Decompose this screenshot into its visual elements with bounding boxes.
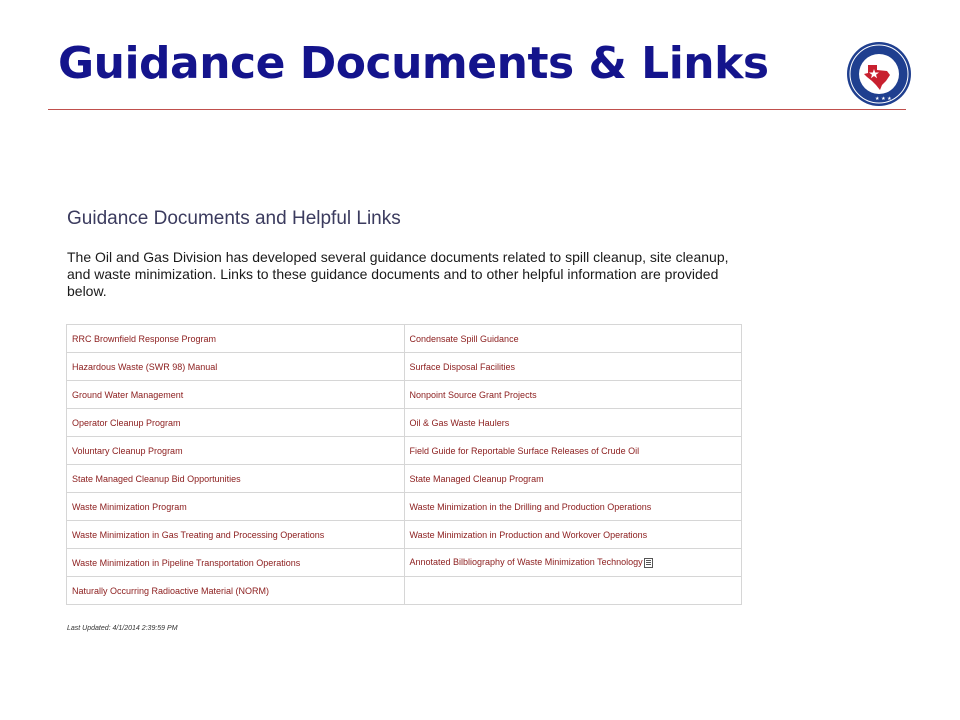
link-text[interactable]: Annotated Bilbliography of Waste Minimization Technology — [409, 557, 643, 568]
slide-title: Guidance Documents & Links — [58, 38, 769, 89]
link-cell[interactable] — [67, 381, 405, 409]
link-text[interactable]: Waste Minimization in Production and Workover Operations — [409, 529, 648, 540]
link-text[interactable]: Surface Disposal Facilities — [409, 361, 516, 372]
link-cell[interactable] — [404, 325, 742, 353]
table-row — [67, 437, 742, 465]
table-row — [67, 577, 742, 605]
link-text[interactable]: Waste Minimization in Pipeline Transportation Operations — [72, 557, 301, 568]
link-text[interactable]: Naturally Occurring Radioactive Material (NORM) — [72, 585, 270, 596]
intro-paragraph: The Oil and Gas Division has developed several guidance documents related to spill cleanup, site cleanup, and waste minimization. Links to these guidance documents and to other helpful information are provided below. — [67, 249, 729, 299]
link-cell[interactable] — [67, 353, 405, 381]
link-cell[interactable] — [404, 409, 742, 437]
last-updated: Last Updated: 4/1/2014 2:39:59 PM — [67, 625, 178, 632]
link-text[interactable]: State Managed Cleanup Program — [409, 473, 544, 484]
table-row — [67, 493, 742, 521]
table-row — [67, 465, 742, 493]
link-text[interactable]: Nonpoint Source Grant Projects — [409, 389, 537, 400]
link-cell[interactable] — [67, 549, 405, 577]
link-text[interactable]: Waste Minimization in the Drilling and Production Operations — [409, 501, 652, 512]
link-cell[interactable] — [404, 465, 742, 493]
section-heading: Guidance Documents and Helpful Links — [67, 208, 401, 229]
link-cell[interactable] — [67, 521, 405, 549]
link-text[interactable]: RRC Brownfield Response Program — [72, 333, 217, 344]
link-cell[interactable] — [404, 381, 742, 409]
svg-text:★ ★ ★: ★ ★ ★ — [875, 96, 892, 102]
link-cell[interactable] — [67, 577, 405, 605]
link-cell[interactable] — [404, 521, 742, 549]
link-text[interactable]: Condensate Spill Guidance — [409, 333, 519, 344]
table-row — [67, 409, 742, 437]
link-cell[interactable] — [67, 437, 405, 465]
link-text[interactable]: Hazardous Waste (SWR 98) Manual — [72, 361, 218, 372]
link-cell[interactable] — [67, 493, 405, 521]
table-row — [67, 549, 742, 577]
title-divider — [48, 109, 906, 110]
links-table — [66, 324, 742, 605]
link-text[interactable]: State Managed Cleanup Bid Opportunities — [72, 473, 241, 484]
link-text[interactable]: Ground Water Management — [72, 389, 184, 400]
link-cell[interactable] — [404, 493, 742, 521]
empty-cell — [404, 577, 742, 605]
link-cell[interactable] — [67, 409, 405, 437]
link-text[interactable]: Waste Minimization Program — [72, 501, 187, 512]
link-text[interactable]: Oil & Gas Waste Haulers — [409, 417, 510, 428]
pdf-icon[interactable] — [644, 558, 653, 568]
link-text[interactable]: Operator Cleanup Program — [72, 417, 181, 428]
table-row — [67, 325, 742, 353]
link-cell[interactable] — [404, 353, 742, 381]
link-text[interactable]: Field Guide for Reportable Surface Releases of Crude Oil — [409, 445, 640, 456]
link-text[interactable]: Waste Minimization in Gas Treating and Processing Operations — [72, 529, 325, 540]
link-text[interactable]: Voluntary Cleanup Program — [72, 445, 183, 456]
table-row — [67, 381, 742, 409]
link-cell[interactable] — [67, 465, 405, 493]
table-row — [67, 521, 742, 549]
table-row — [67, 353, 742, 381]
link-cell[interactable] — [404, 437, 742, 465]
link-cell[interactable] — [404, 549, 742, 577]
link-cell[interactable] — [67, 325, 405, 353]
railroad-commission-seal-icon — [846, 41, 912, 107]
